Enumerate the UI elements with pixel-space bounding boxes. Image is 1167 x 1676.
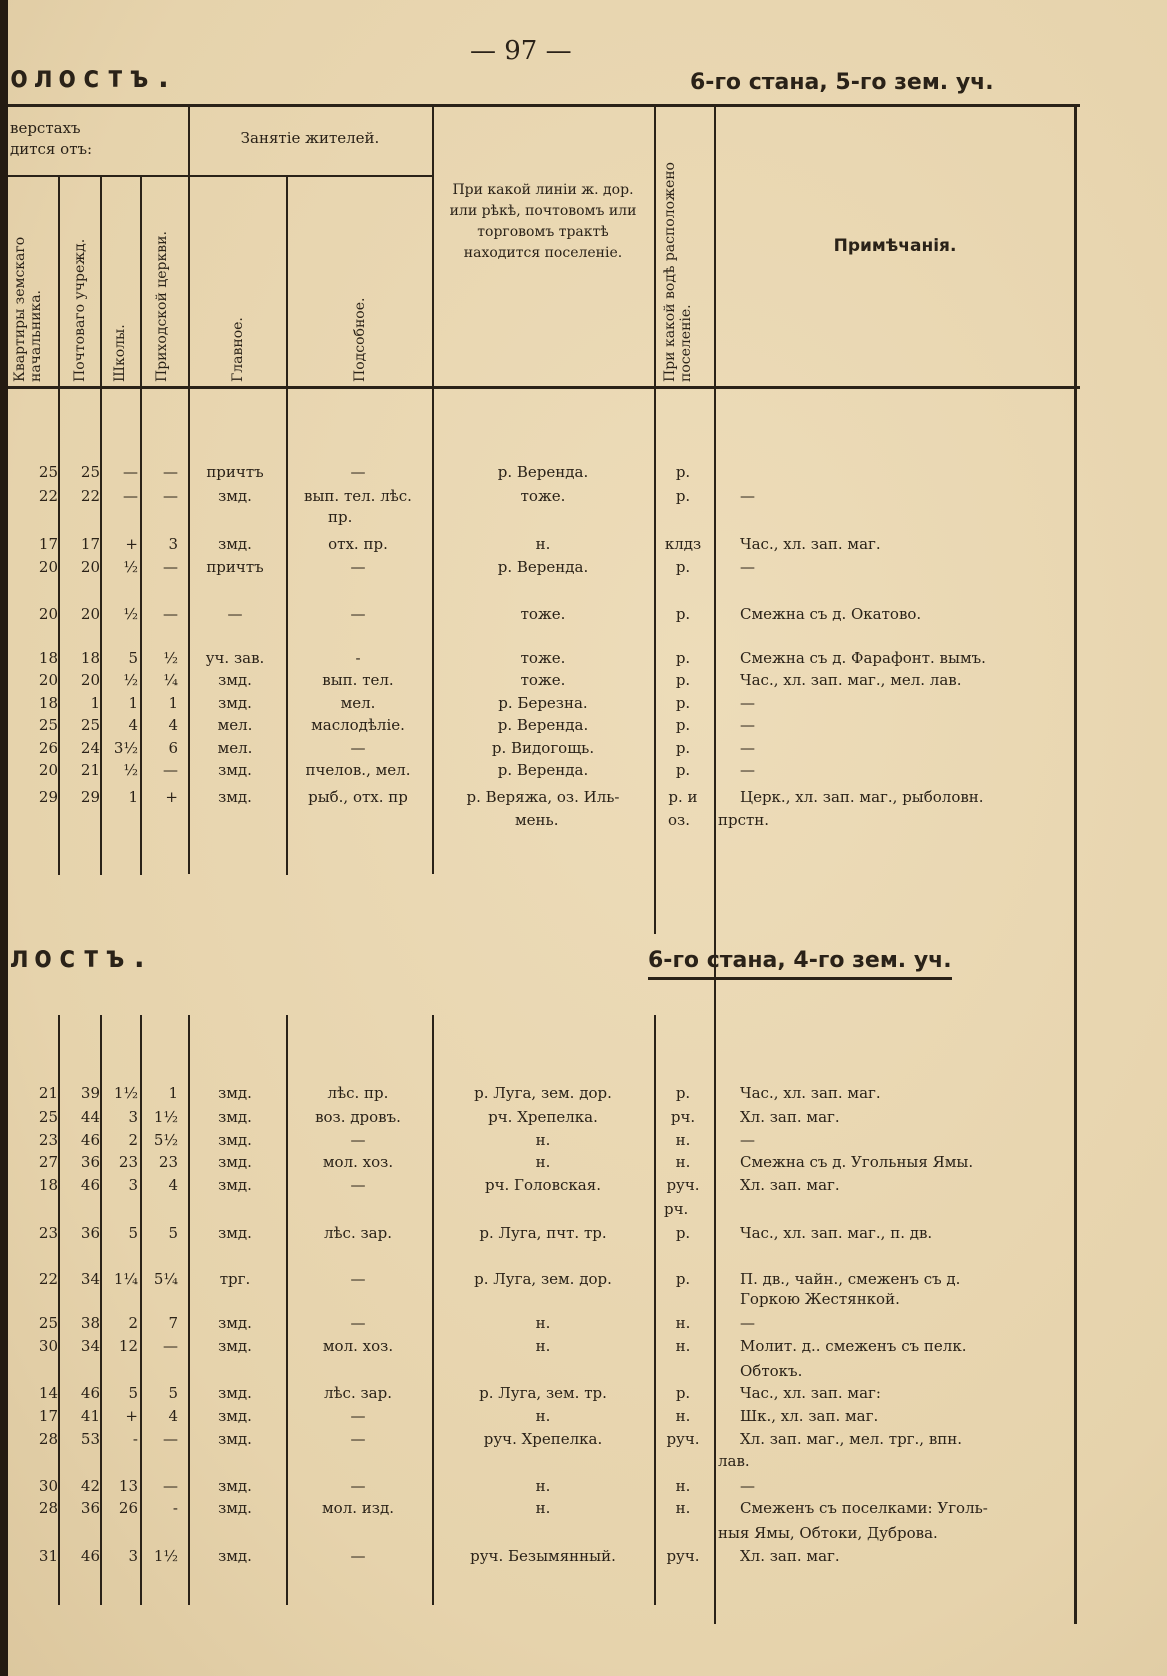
- zemsky-distance-cell: 31: [38, 1547, 58, 1565]
- water-cell: р.: [675, 739, 691, 757]
- zemsky-distance-cell: 25: [38, 1314, 58, 1332]
- post-distance-cell: 25: [80, 463, 100, 481]
- aux-occupation-cell: маслодѣліе.: [311, 716, 405, 734]
- location-cell: н.: [535, 1407, 551, 1425]
- aux-occupation-header: Подсобное.: [352, 297, 368, 382]
- table-row: [0, 1475, 1167, 1497]
- notes-cell: Смежна съ д. Фарафонт. вымъ.: [740, 649, 986, 667]
- notes-cell: —: [740, 1314, 755, 1332]
- school-distance-cell: 4: [128, 716, 138, 734]
- location-cell: рч. Хрепелка.: [488, 1108, 598, 1126]
- water-cell: р.: [675, 487, 691, 505]
- water-cell: н.: [675, 1337, 691, 1355]
- water-cell: руч.: [666, 1547, 700, 1565]
- zemsky-distance-cell: 20: [38, 671, 58, 689]
- school-distance-cell: ½: [123, 671, 138, 689]
- row12-notes-continuation: прстн.: [718, 811, 770, 829]
- post-distance-cell: 53: [80, 1430, 100, 1448]
- water-cell: р.: [675, 1270, 691, 1288]
- water-cell: р.: [675, 1224, 691, 1242]
- location-cell: р. Луга, пчт. тр.: [479, 1224, 607, 1242]
- zemsky-distance-cell: 30: [38, 1337, 58, 1355]
- church-distance-cell: -: [172, 1499, 178, 1517]
- page-number: — 97 —: [470, 36, 572, 66]
- main-occupation-cell: уч. зав.: [205, 649, 265, 667]
- main-occupation-cell: змд.: [218, 1407, 252, 1425]
- water-cell: н.: [675, 1314, 691, 1332]
- water-cell: н.: [675, 1407, 691, 1425]
- aux-occupation-cell: —: [350, 558, 366, 576]
- distance-subrule: [8, 175, 188, 177]
- aux-occupation-cell: —: [350, 739, 366, 757]
- church-distance-cell: 3: [168, 535, 178, 553]
- water-column-header: При какой водѣ расположено поселеніе.: [662, 162, 694, 382]
- main-occupation-cell: мел.: [217, 739, 253, 757]
- occupation-group-header: Занятіе жителей.: [240, 129, 380, 147]
- water-cell: р.: [675, 605, 691, 623]
- location-cell: н.: [535, 1153, 551, 1171]
- table-row: [0, 759, 1167, 781]
- post-distance-cell: 42: [80, 1477, 100, 1495]
- table-row: [0, 461, 1167, 483]
- school-distance-cell: ½: [123, 605, 138, 623]
- table-row: [0, 1335, 1167, 1357]
- post-distance-cell: 36: [80, 1153, 100, 1171]
- church-distance-cell: 5: [168, 1384, 178, 1402]
- location-cell: н.: [535, 1131, 551, 1149]
- zemsky-distance-cell: 26: [38, 739, 58, 757]
- main-occupation-cell: змд.: [218, 1224, 252, 1242]
- church-distance-cell: —: [163, 761, 178, 779]
- church-distance-cell: 4: [168, 1176, 178, 1194]
- church-distance-cell: —: [163, 1337, 178, 1355]
- aux-occupation-cell: вып. тел.: [322, 671, 394, 689]
- school-distance-cell: 5: [128, 1224, 138, 1242]
- church-distance-cell: 5: [168, 1224, 178, 1242]
- table-row: [0, 603, 1167, 625]
- zemsky-distance-cell: 22: [38, 487, 58, 505]
- church-distance-cell: —: [163, 605, 178, 623]
- zemsky-distance-cell: 23: [38, 1131, 58, 1149]
- church-distance-cell: 5½: [153, 1131, 178, 1149]
- post-distance-cell: 25: [80, 716, 100, 734]
- location-cell: н.: [535, 535, 551, 553]
- notes-cell: —: [740, 694, 755, 712]
- water-cell: р.: [675, 761, 691, 779]
- table-row: [0, 786, 1167, 808]
- table-row: [0, 1268, 1167, 1290]
- table-row: [0, 1222, 1167, 1244]
- zemsky-distance-cell: 21: [38, 1084, 58, 1102]
- notes-cell: Шк., хл. зап. маг.: [740, 1407, 879, 1425]
- water-cell: р.: [675, 1384, 691, 1402]
- zemsky-distance-cell: 28: [38, 1430, 58, 1448]
- main-occupation-cell: змд.: [218, 1477, 252, 1495]
- notes-cell: Час., хл. зап. маг.: [740, 535, 881, 553]
- notes-cell: —: [740, 739, 755, 757]
- post-distance-cell: 46: [80, 1384, 100, 1402]
- post-distance-cell: 46: [80, 1176, 100, 1194]
- aux-occupation-cell: —: [350, 1407, 366, 1425]
- notes-cell: Час., хл. зап. маг.: [740, 1084, 881, 1102]
- church-distance-cell: —: [163, 1430, 178, 1448]
- water-cell: клдз: [664, 535, 702, 553]
- main-occupation-cell: змд.: [218, 1430, 252, 1448]
- church-distance-cell: 1½: [153, 1547, 178, 1565]
- main-occupation-cell: змд.: [218, 1131, 252, 1149]
- location-cell: тоже.: [520, 487, 566, 505]
- location-cell: р. Веренда.: [497, 558, 589, 576]
- main-occupation-cell: змд.: [218, 535, 252, 553]
- table-row: [0, 737, 1167, 759]
- table-row: [0, 485, 1167, 507]
- church-distance-cell: 1: [168, 1084, 178, 1102]
- church-distance-cell: +: [165, 788, 178, 806]
- school-distance-cell: 1: [128, 788, 138, 806]
- main-occupation-cell: змд.: [218, 487, 252, 505]
- aux-occupation-cell: лѣс. зар.: [323, 1384, 392, 1402]
- row12-water-continuation: оз.: [668, 811, 690, 829]
- location-cell: р. Веренда.: [497, 463, 589, 481]
- notes-cell: Смеженъ съ поселками: Уголь-: [740, 1499, 988, 1517]
- row7-notes-continuation: Горкою Жестянкой.: [740, 1290, 900, 1308]
- zemsky-distance-cell: 30: [38, 1477, 58, 1495]
- post-distance-cell: 29: [80, 788, 100, 806]
- post-distance-cell: 34: [80, 1270, 100, 1288]
- post-distance-cell: 17: [80, 535, 100, 553]
- notes-cell: Хл. зап. маг., мел. трг., впн.: [740, 1430, 963, 1448]
- post-distance-cell: 36: [80, 1499, 100, 1517]
- zemsky-distance-cell: 22: [38, 1270, 58, 1288]
- row5-water-continuation: рч.: [664, 1200, 689, 1218]
- post-distance-cell: 20: [80, 558, 100, 576]
- notes-cell: Час., хл. зап. маг., п. дв.: [740, 1224, 933, 1242]
- church-distance-cell: ½: [163, 649, 178, 667]
- location-cell: руч. Хрепелка.: [483, 1430, 603, 1448]
- main-occupation-cell: змд.: [218, 1337, 252, 1355]
- notes-column-header: Примѣчанія.: [833, 236, 957, 256]
- col-rule-7: [654, 104, 656, 934]
- church-column-header: Приходской церкви.: [154, 231, 170, 382]
- stan-title-1: 6-го стана, 5-го зем. уч.: [690, 70, 994, 95]
- zemsky-distance-cell: 20: [38, 558, 58, 576]
- main-occupation-cell: змд.: [218, 1314, 252, 1332]
- school-distance-cell: 3: [128, 1176, 138, 1194]
- table-row: [0, 1382, 1167, 1404]
- aux-occupation-cell: мол. изд.: [322, 1499, 394, 1517]
- aux-occupation-cell: —: [350, 1430, 366, 1448]
- table-row: [0, 1106, 1167, 1128]
- row14-notes-continuation: ныя Ямы, Обтоки, Дуброва.: [718, 1524, 938, 1542]
- aux-occupation-cell: —: [350, 1131, 366, 1149]
- aux-occupation-cell: —: [350, 1477, 366, 1495]
- post-column-header: Почтоваго учрежд.: [72, 238, 88, 382]
- zemsky-distance-cell: 29: [38, 788, 58, 806]
- location-cell: рч. Головская.: [485, 1176, 601, 1194]
- post-distance-cell: 38: [80, 1314, 100, 1332]
- school-distance-cell: 3½: [113, 739, 138, 757]
- main-occupation-cell: змд.: [218, 1108, 252, 1126]
- aux-occupation-cell: мол. хоз.: [322, 1153, 394, 1171]
- church-distance-cell: ¼: [163, 671, 178, 689]
- table-row: [0, 1129, 1167, 1151]
- main-occupation-cell: змд.: [218, 1547, 252, 1565]
- line-column-header: При какой линіи ж. дор. или рѣкѣ, почтовомъ или торговомъ трактѣ находится поселеніе.: [449, 182, 637, 261]
- zemsky-distance-cell: 14: [38, 1384, 58, 1402]
- main-occupation-cell: змд.: [218, 1176, 252, 1194]
- aux-occupation-cell: —: [350, 1270, 366, 1288]
- aux-occupation-cell: рыб., отх. пр: [308, 788, 408, 806]
- table-row: [0, 669, 1167, 691]
- post-distance-cell: 20: [80, 671, 100, 689]
- location-cell: р. Веряжа, оз. Иль-: [466, 788, 620, 806]
- main-occupation-cell: змд.: [218, 1084, 252, 1102]
- water-cell: р.: [675, 463, 691, 481]
- school-distance-cell: 3: [128, 1547, 138, 1565]
- row12-line-continuation: мень.: [515, 811, 559, 829]
- aux-occupation-cell: мол. хоз.: [322, 1337, 394, 1355]
- row9-notes-continuation: Обтокъ.: [740, 1362, 803, 1380]
- table-row: [0, 1151, 1167, 1173]
- header-top-rule: [8, 104, 1080, 107]
- water-cell: р.: [675, 649, 691, 667]
- main-occupation-cell: змд.: [218, 694, 252, 712]
- row2-aux-continuation: пр.: [328, 508, 353, 526]
- table-row: [0, 1082, 1167, 1104]
- notes-cell: Смежна съ д. Угольныя Ямы.: [740, 1153, 974, 1171]
- aux-occupation-cell: пчелов., мел.: [305, 761, 411, 779]
- location-cell: р. Видогощь.: [491, 739, 595, 757]
- aux-occupation-cell: мел.: [340, 694, 376, 712]
- church-distance-cell: —: [163, 487, 178, 505]
- zemsky-distance-cell: 18: [38, 1176, 58, 1194]
- notes-cell: Молит. д.. смеженъ съ пелк.: [740, 1337, 967, 1355]
- church-distance-cell: 5¼: [153, 1270, 178, 1288]
- water-cell: н.: [675, 1131, 691, 1149]
- location-cell: р. Березна.: [498, 694, 588, 712]
- notes-cell: —: [740, 1131, 755, 1149]
- school-distance-cell: 1½: [113, 1084, 138, 1102]
- notes-cell: —: [740, 1477, 755, 1495]
- post-distance-cell: 18: [80, 649, 100, 667]
- zemsky-distance-cell: 25: [38, 463, 58, 481]
- post-distance-cell: 36: [80, 1224, 100, 1242]
- notes-cell: —: [740, 558, 755, 576]
- water-cell: р.: [675, 716, 691, 734]
- distance-group-header: верстахъ дится отъ:: [10, 119, 93, 158]
- table-row: [0, 1497, 1167, 1519]
- table-row: [0, 1174, 1167, 1196]
- school-distance-cell: 2: [128, 1314, 138, 1332]
- location-cell: тоже.: [520, 605, 566, 623]
- zemsky-distance-cell: 25: [38, 1108, 58, 1126]
- post-distance-cell: 1: [90, 694, 100, 712]
- main-occupation-cell: змд.: [218, 1153, 252, 1171]
- location-cell: тоже.: [520, 649, 566, 667]
- water-cell: руч.: [666, 1176, 700, 1194]
- location-cell: р. Веренда.: [497, 761, 589, 779]
- school-distance-cell: —: [123, 463, 138, 481]
- school-distance-cell: 26: [118, 1499, 138, 1517]
- location-cell: тоже.: [520, 671, 566, 689]
- main-occupation-cell: змд.: [218, 1384, 252, 1402]
- table-row: [0, 1545, 1167, 1567]
- school-distance-cell: 5: [128, 649, 138, 667]
- main-occupation-cell: причтъ: [206, 463, 264, 481]
- post-distance-cell: 46: [80, 1547, 100, 1565]
- water-cell: руч.: [666, 1430, 700, 1448]
- school-distance-cell: 3: [128, 1108, 138, 1126]
- location-cell: н.: [535, 1337, 551, 1355]
- school-distance-cell: 12: [118, 1337, 138, 1355]
- school-distance-cell: ½: [123, 761, 138, 779]
- church-distance-cell: 6: [168, 739, 178, 757]
- main-occupation-cell: трг.: [219, 1270, 251, 1288]
- aux-occupation-cell: —: [350, 1176, 366, 1194]
- church-distance-cell: —: [163, 1477, 178, 1495]
- table-row: [0, 1312, 1167, 1334]
- water-cell: р.: [675, 671, 691, 689]
- school-distance-cell: 2: [128, 1131, 138, 1149]
- table-row: [0, 556, 1167, 578]
- main-occupation-cell: змд.: [218, 788, 252, 806]
- table-row: [0, 1428, 1167, 1450]
- aux-occupation-cell: —: [350, 463, 366, 481]
- post-distance-cell: 20: [80, 605, 100, 623]
- zemsky-distance-cell: 28: [38, 1499, 58, 1517]
- main-occupation-cell: змд.: [218, 1499, 252, 1517]
- row12-notes-continuation-2: лав.: [718, 1452, 750, 1470]
- church-distance-cell: —: [163, 558, 178, 576]
- notes-cell: Хл. зап. маг.: [740, 1108, 840, 1126]
- water-cell: рч.: [670, 1108, 696, 1126]
- school-distance-cell: +: [125, 535, 138, 553]
- water-cell: н.: [675, 1499, 691, 1517]
- aux-occupation-cell: отх. пр.: [328, 535, 388, 553]
- main-occupation-cell: —: [227, 605, 243, 623]
- church-distance-cell: 1: [168, 694, 178, 712]
- aux-occupation-cell: —: [350, 1314, 366, 1332]
- church-distance-cell: 4: [168, 1407, 178, 1425]
- table-row: [0, 533, 1167, 555]
- church-distance-cell: 23: [158, 1153, 178, 1171]
- main-occupation-cell: змд.: [218, 671, 252, 689]
- church-distance-cell: 1½: [153, 1108, 178, 1126]
- volost-title-1: олостъ.: [10, 60, 179, 95]
- school-distance-cell: 13: [118, 1477, 138, 1495]
- post-distance-cell: 39: [80, 1084, 100, 1102]
- water-cell: н.: [675, 1153, 691, 1171]
- table-row: [0, 647, 1167, 669]
- school-distance-cell: 5: [128, 1384, 138, 1402]
- table-row: [0, 1405, 1167, 1427]
- water-cell: р. и: [668, 788, 698, 806]
- zemsky-distance-cell: 27: [38, 1153, 58, 1171]
- zemsky-distance-cell: 17: [38, 1407, 58, 1425]
- location-cell: н.: [535, 1477, 551, 1495]
- water-cell: р.: [675, 558, 691, 576]
- zemsky-distance-cell: 17: [38, 535, 58, 553]
- post-distance-cell: 34: [80, 1337, 100, 1355]
- post-distance-cell: 21: [80, 761, 100, 779]
- post-distance-cell: 46: [80, 1131, 100, 1149]
- post-distance-cell: 24: [80, 739, 100, 757]
- school-distance-cell: 1¼: [113, 1270, 138, 1288]
- zemsky-distance-cell: 20: [38, 605, 58, 623]
- aux-occupation-cell: лѣс. пр.: [327, 1084, 389, 1102]
- aux-occupation-cell: вып. тел. лѣс.: [304, 487, 412, 505]
- aux-occupation-cell: лѣс. зар.: [323, 1224, 392, 1242]
- school-distance-cell: +: [125, 1407, 138, 1425]
- location-cell: н.: [535, 1499, 551, 1517]
- post-distance-cell: 41: [80, 1407, 100, 1425]
- notes-cell: —: [740, 487, 755, 505]
- zemsky-distance-cell: 18: [38, 694, 58, 712]
- location-cell: р. Веренда.: [497, 716, 589, 734]
- notes-cell: Час., хл. зап. маг:: [740, 1384, 881, 1402]
- occupation-subrule: [188, 175, 432, 177]
- table-row: [0, 714, 1167, 736]
- location-cell: р. Луга, зем. дор.: [474, 1270, 612, 1288]
- church-distance-cell: 4: [168, 716, 178, 734]
- zemsky-distance-cell: 25: [38, 716, 58, 734]
- aux-occupation-cell: —: [350, 1547, 366, 1565]
- school-distance-cell: ½: [123, 558, 138, 576]
- aux-occupation-cell: воз. дровъ.: [315, 1108, 401, 1126]
- aux-occupation-cell: -: [355, 649, 361, 667]
- water-cell: р.: [675, 1084, 691, 1102]
- header-bottom-rule: [8, 386, 1080, 389]
- school-distance-cell: -: [132, 1430, 138, 1448]
- table-row: [0, 692, 1167, 714]
- notes-cell: —: [740, 716, 755, 734]
- location-cell: р. Луга, зем. дор.: [474, 1084, 612, 1102]
- zemsky-distance-cell: 23: [38, 1224, 58, 1242]
- notes-cell: —: [740, 761, 755, 779]
- notes-cell: Час., хл. зап. маг., мел. лав.: [740, 671, 962, 689]
- main-occupation-header: Главное.: [230, 317, 246, 382]
- church-distance-cell: 7: [168, 1314, 178, 1332]
- main-occupation-cell: змд.: [218, 761, 252, 779]
- water-cell: н.: [675, 1477, 691, 1495]
- church-distance-cell: —: [163, 463, 178, 481]
- location-cell: н.: [535, 1314, 551, 1332]
- zemsky-column-header: Квартиры земскаго начальника.: [12, 236, 44, 382]
- stan-title-2: 6-го стана, 4-го зем. уч.: [648, 948, 952, 980]
- notes-cell: П. дв., чайн., смеженъ съ д.: [740, 1270, 961, 1288]
- school-distance-cell: —: [123, 487, 138, 505]
- main-occupation-cell: причтъ: [206, 558, 264, 576]
- notes-cell: Церк., хл. зап. маг., рыболовн.: [740, 788, 984, 806]
- notes-cell: Хл. зап. маг.: [740, 1547, 840, 1565]
- aux-occupation-cell: —: [350, 605, 366, 623]
- school-column-header: Школы.: [112, 324, 128, 382]
- main-occupation-cell: мел.: [217, 716, 253, 734]
- zemsky-distance-cell: 20: [38, 761, 58, 779]
- location-cell: руч. Безымянный.: [470, 1547, 616, 1565]
- school-distance-cell: 23: [118, 1153, 138, 1171]
- post-distance-cell: 44: [80, 1108, 100, 1126]
- school-distance-cell: 1: [128, 694, 138, 712]
- notes-cell: Смежна съ д. Окатово.: [740, 605, 922, 623]
- location-cell: р. Луга, зем. тр.: [479, 1384, 607, 1402]
- volost-title-2: лостъ.: [10, 940, 155, 975]
- post-distance-cell: 22: [80, 487, 100, 505]
- water-cell: р.: [675, 694, 691, 712]
- notes-cell: Хл. зап. маг.: [740, 1176, 840, 1194]
- zemsky-distance-cell: 18: [38, 649, 58, 667]
